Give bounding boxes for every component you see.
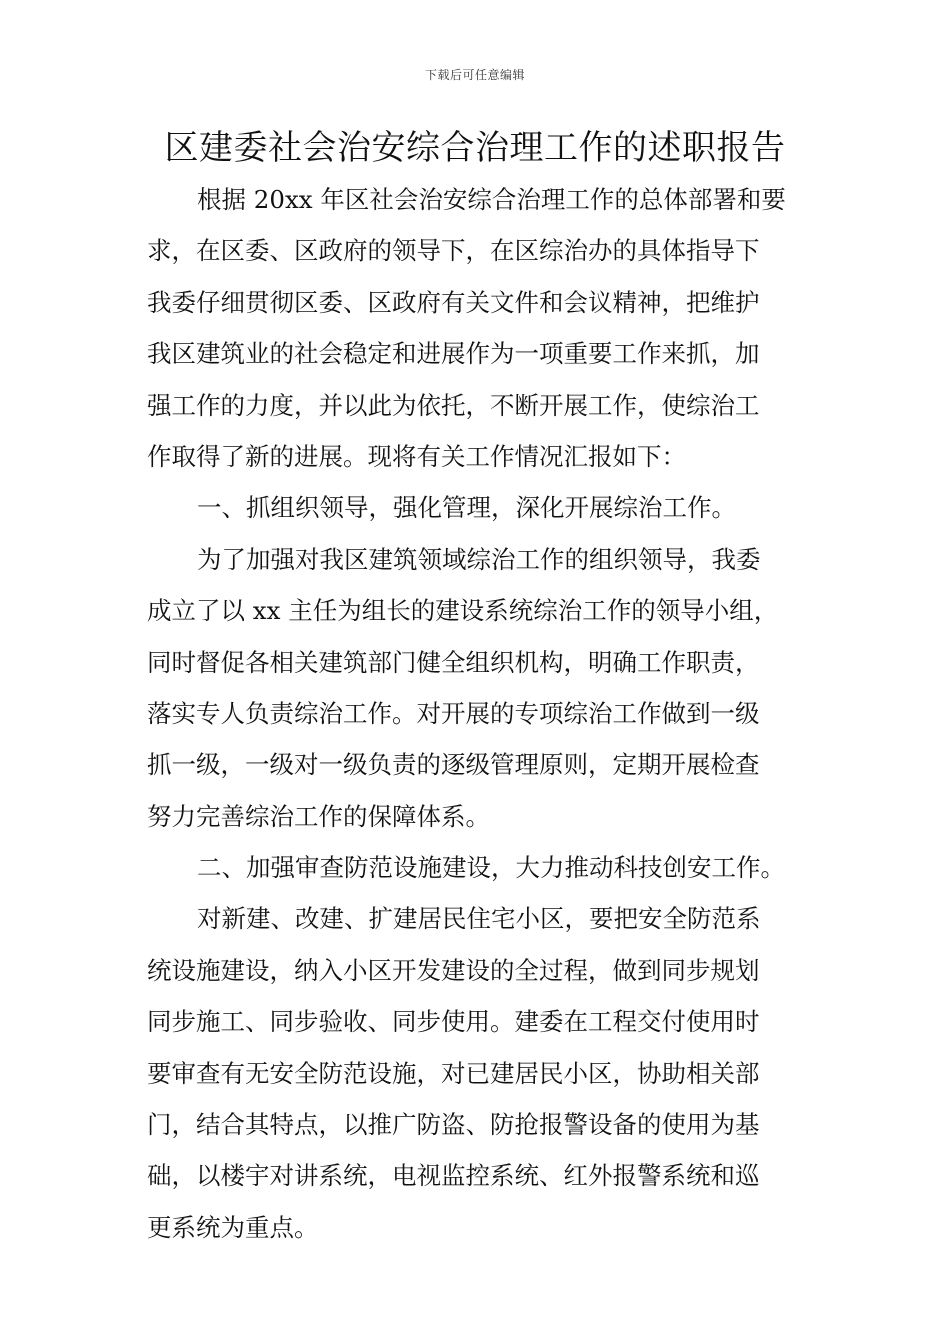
paragraph-line: 同步施工、同步验收、同步使用。建委在工程交付使用时	[147, 1007, 760, 1037]
paragraph-line: 作取得了新的进展。现将有关工作情况汇报如下：	[147, 441, 686, 471]
paragraph-line: 为了加强对我区建筑领域综治工作的组织领导，我委	[197, 544, 761, 574]
paragraph-line: 要审查有无安全防范设施，对已建居民小区，协助相关部	[147, 1058, 760, 1088]
paragraph-line: 础，以楼宇对讲系统，电视监控系统、红外报警系统和巡	[147, 1161, 760, 1191]
paragraph-line: 更系统为重点。	[147, 1212, 319, 1242]
paragraph-line: 对新建、改建、扩建居民住宅小区，要把安全防范系	[197, 904, 761, 934]
paragraph-line: 同时督促各相关建筑部门健全组织机构，明确工作职责，	[147, 647, 760, 677]
paragraph-line: 我委仔细贯彻区委、区政府有关文件和会议精神，把维护	[147, 287, 760, 317]
paragraph-line: 成立了以 xx 主任为组长的建设系统综治工作的领导小组，	[147, 596, 779, 626]
paragraph-line: 努力完善综治工作的保障体系。	[147, 801, 490, 831]
paragraph-line: 求，在区委、区政府的领导下，在区综治办的具体指导下	[147, 236, 760, 266]
paragraph-line: 统设施建设，纳入小区开发建设的全过程，做到同步规划	[147, 955, 760, 985]
header-note: 下载后可任意编辑	[424, 68, 525, 82]
paragraph-line: 强工作的力度，并以此为依托，不断开展工作，使综治工	[147, 390, 760, 420]
paragraph-line: 我区建筑业的社会稳定和进展作为一项重要工作来抓，加	[147, 339, 760, 369]
paragraph-line: 根据 20xx 年区社会治安综合治理工作的总体部署和要	[197, 185, 786, 214]
document-title: 区建委社会治安综合治理工作的述职报告	[164, 128, 786, 168]
paragraph-line: 抓一级，一级对一级负责的逐级管理原则，定期开展检查	[147, 750, 760, 780]
section-heading-2: 二、加强审查防范设施建设，大力推动科技创安工作。	[197, 853, 785, 883]
paragraph-line: 落实专人负责综治工作。对开展的专项综治工作做到一级	[147, 698, 760, 728]
section-heading-1: 一、抓组织领导，强化管理，深化开展综治工作。	[197, 493, 736, 523]
paragraph-line: 门，结合其特点，以推广防盗、防抢报警设备的使用为基	[147, 1110, 760, 1140]
document-body	[147, 174, 807, 1253]
